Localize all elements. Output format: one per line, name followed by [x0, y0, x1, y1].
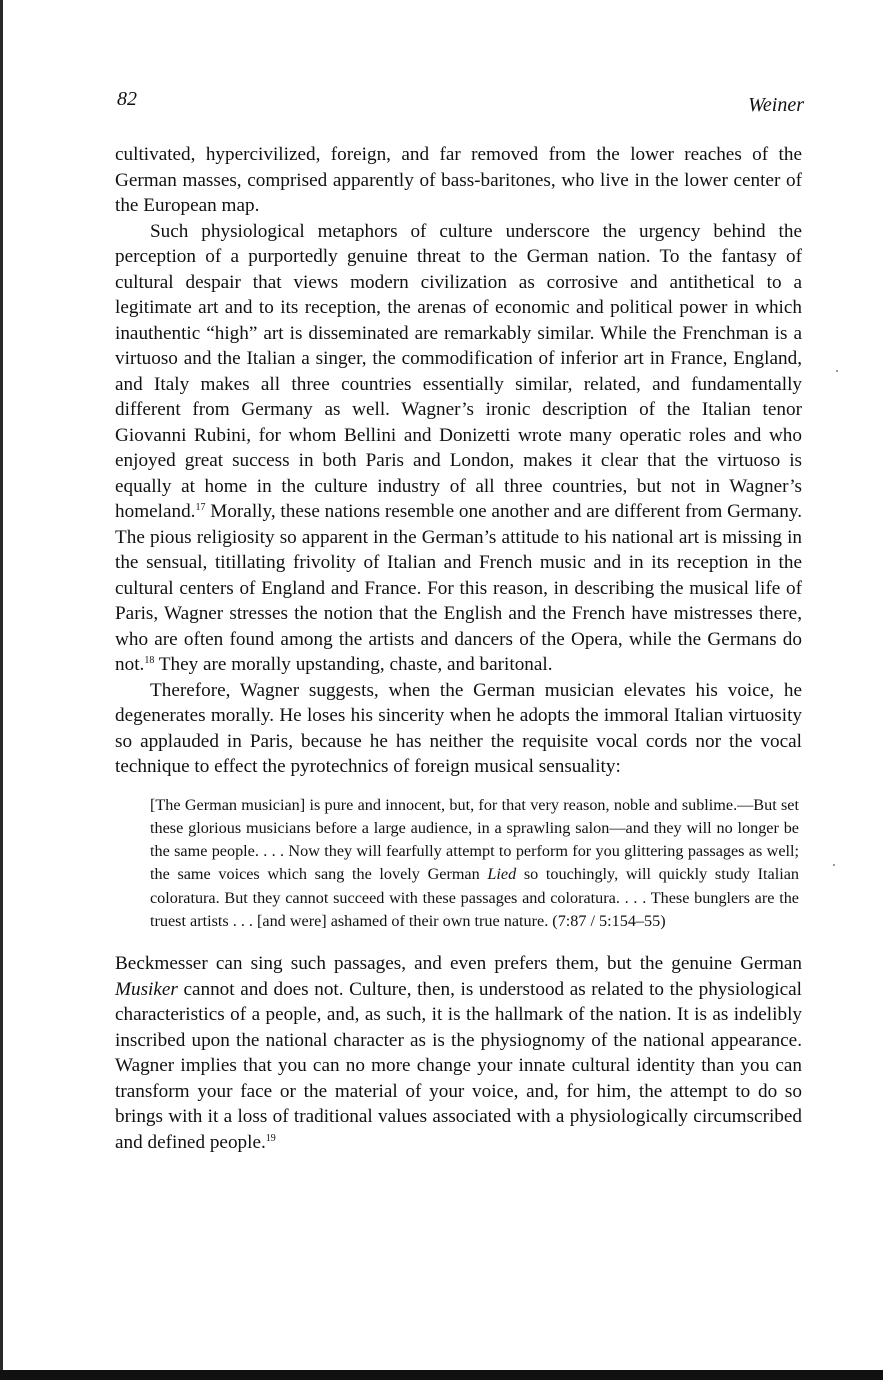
footnote-marker-18: 18: [144, 655, 155, 666]
body-text: [115, 142, 802, 1155]
scan-speck: [836, 370, 838, 372]
quote-text: [The German musician] is pure and innocent, but, for that very reason, noble and sublime.—But set these glorious musicians before a large audience, in a sprawling salon—and they will no longer be the same people. . . . Now they will fearfully attempt to perform for you glittering passages as well; the same voices which sang the lovely German: [150, 795, 799, 884]
paragraph-text: Such physiological metaphors of culture underscore the urgency behind the perception of a purportedly genuine threat to the German nation. To the fantasy of cultural despair that views modern civilization as corrosive and antithetical to a legitimate art and to its reception, the arenas of economic and political power in which inauthentic “high” art is disseminated are remarkably similar. While the Frenchman is a virtuoso and the Italian a singer, the commodification of inferior art in France, England, and Italy makes all three countries essentially similar, related, and fundamentally different from Germany as well. Wagner’s ironic description of the Italian tenor Giovanni Rubini, for whom Bellini and Donizetti wrote many operatic roles and who enjoyed great success in both Paris and London, makes it clear that the virtuoso is equally at home in the culture industry of all three countries, but not in Wagner’s homeland.: [115, 220, 802, 522]
page-number: 82: [117, 88, 137, 110]
block-quote: [150, 794, 799, 934]
paragraph-text: cultivated, hypercivilized, foreign, and far removed from the lower reaches of the German masses, comprised apparently of bass-baritones, who live in the lower center of the European map.: [115, 144, 802, 216]
paragraph-text: Beckmesser can sing such passages, and even prefers them, but the genuine German: [115, 953, 802, 975]
quote-italic-term: Lied: [487, 865, 517, 884]
page-edge-bottom: [0, 1370, 883, 1380]
paragraph-physiological-metaphors: [115, 219, 802, 678]
paragraph-text: They are morally upstanding, chaste, and baritonal.: [154, 654, 553, 675]
paragraph-italic-term: Musiker: [115, 978, 178, 1000]
paragraph-continued: [115, 142, 802, 219]
running-head: Weiner: [748, 94, 804, 116]
page-header: [117, 88, 804, 118]
quote-text: so touchingly, will quickly study Italian coloratura. But they cannot succeed with these passages and coloratura. . . . These bunglers are the truest artists . . . [and were] ashamed of their own true nature. (7:87 / 5:154–55): [150, 865, 799, 930]
paragraph-beckmesser: [115, 951, 802, 1155]
scan-speck: [833, 864, 835, 866]
page-edge-left: [0, 0, 3, 1380]
footnote-marker-17: 17: [195, 502, 206, 513]
paragraph-text: Therefore, Wagner suggests, when the German musician elevates his voice, he degenerates morally. He loses his sincerity when he adopts the immoral Italian virtuosity so applauded in Paris, because he has neither the requisite vocal cords nor the vocal technique to effect the pyrotechnics of foreign musical sensuality:: [115, 679, 802, 777]
paragraph-text: Morally, these nations resemble one another and are different from Germany. The pious religiosity so apparent in the German’s attitude to his national art is missing in the sensual, titillating frivolity of Italian and French music and in its reception in the cultural centers of England and France. For this reason, in describing the musical life of Paris, Wagner stresses the notion that the English and the French have mistresses there, who are often found among the artists and dancers of the Opera, while the Germans do not.: [115, 501, 803, 675]
paragraph-wagner-suggests: [115, 678, 802, 780]
paragraph-text: cannot and does not. Culture, then, is understood as related to the physiological characteristics of a people, and, as such, it is the hallmark of the nation. It is as indelibly inscribed upon the national character as is the physiognomy of the national appearance. Wagner implies that you can no more change your innate cultural identity than you can transform your face or the material of your voice, and, for him, the attempt to do so brings with it a loss of traditional values associated with a physiologically circumscribed and defined people.: [115, 978, 802, 1153]
footnote-marker-19: 19: [265, 1132, 276, 1144]
